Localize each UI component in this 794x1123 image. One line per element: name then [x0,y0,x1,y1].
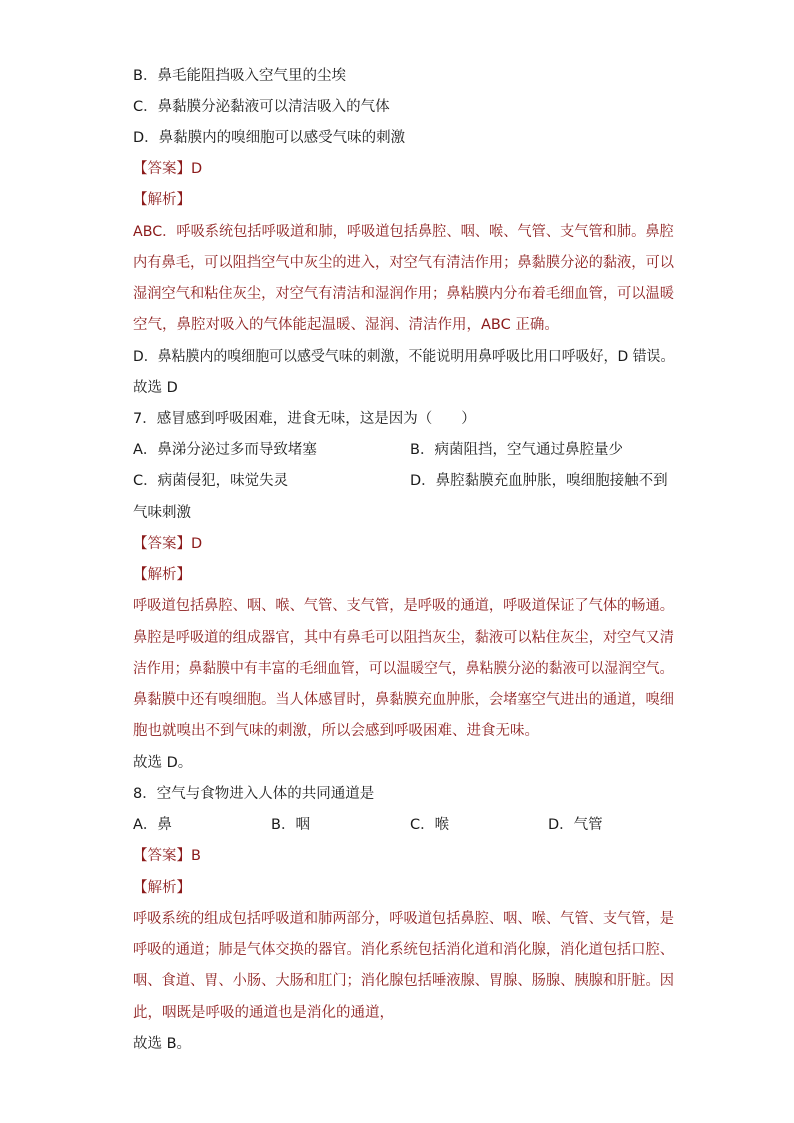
q7-answer: 【答案】D [133,536,203,552]
q7-analysis-line: 鼻腔是呼吸道的组成器官，其中有鼻毛可以阻挡灰尘，黏液可以粘住灰尘，对空气又清 [133,630,674,646]
q8-option-d: D．气管 [548,817,603,833]
q6-analysis-line: 湿润空气和粘住灰尘，对空气有清洁和湿润作用；鼻粘膜内分布着毛细血管，可以温暖 [133,286,674,302]
q6-analysis-line: D．鼻粘膜内的嗅细胞可以感受气味的刺激，不能说明用鼻呼吸比用口呼吸好，D 错误。 [133,349,675,365]
q7-analysis-line: 洁作用；鼻黏膜中有丰富的毛细血管，可以温暖空气，鼻粘膜分泌的黏液可以湿润空气。 [133,661,674,677]
q8-option-c: C．喉 [410,817,450,833]
q7-option-c: C．病菌侵犯，味觉失灵 [133,473,289,489]
q6-conclusion: 故选 D [133,380,178,396]
q7-option-b: B．病菌阻挡，空气通过鼻腔量少 [410,442,623,458]
q7-stem: 7．感冒感到呼吸困难，进食无味，这是因为（ ） [133,411,476,427]
q8-analysis-line: 呼吸的通道；肺是气体交换的器官。消化系统包括消化道和消化腺，消化道包括口腔、 [133,942,674,958]
q6-analysis-line: ABC．呼吸系统包括呼吸道和肺，呼吸道包括鼻腔、咽、喉、气管、支气管和肺。鼻腔 [133,224,674,240]
q6-analysis-line: 内有鼻毛，可以阻挡空气中灰尘的进入，对空气有清洁作用；鼻黏膜分泌的黏液，可以 [133,255,674,271]
q6-option-b: B．鼻毛能阻挡吸入空气里的尘埃 [133,68,346,84]
q8-analysis-line: 咽、食道、胃、小肠、大肠和肛门；消化腺包括唾液腺、胃腺、肠腺、胰腺和肝脏。因 [133,973,674,989]
q6-analysis-label: 【解析】 [133,192,191,208]
q8-answer: 【答案】B [133,848,201,864]
q7-option-d: D．鼻腔黏膜充血肿胀，嗅细胞接触不到 [410,473,668,489]
q8-analysis-label: 【解析】 [133,880,191,896]
q7-analysis-line: 呼吸道包括鼻腔、咽、喉、气管、支气管，是呼吸的通道，呼吸道保证了气体的畅通。 [133,598,674,614]
q6-answer: 【答案】D [133,161,203,177]
q8-analysis-line: 此，咽既是呼吸的通道也是消化的通道， [133,1005,394,1021]
q7-option-d-continued: 气味刺激 [133,505,191,521]
q6-analysis-line: 空气，鼻腔对吸入的气体能起温暖、湿润、清洁作用，ABC 正确。 [133,317,559,333]
q6-option-c: C．鼻黏膜分泌黏液可以清洁吸入的气体 [133,99,390,115]
q8-conclusion: 故选 B。 [133,1036,192,1052]
q7-analysis-line: 胞也就嗅出不到气味的刺激，所以会感到呼吸困难、进食无味。 [133,723,539,739]
q7-analysis-label: 【解析】 [133,567,191,583]
q8-analysis-line: 呼吸系统的组成包括呼吸道和肺两部分，呼吸道包括鼻腔、咽、喉、气管、支气管，是 [133,911,674,927]
q8-option-a: A．鼻 [133,817,172,833]
q7-conclusion: 故选 D。 [133,755,193,771]
q8-stem: 8．空气与食物进入人体的共同通道是 [133,786,375,802]
q7-option-a: A．鼻涕分泌过多而导致堵塞 [133,442,317,458]
q8-option-b: B．咽 [271,817,310,833]
q7-analysis-line: 鼻黏膜中还有嗅细胞。当人体感冒时，鼻黏膜充血肿胀，会堵塞空气进出的通道，嗅细 [133,692,674,708]
q6-option-d: D．鼻黏膜内的嗅细胞可以感受气味的刺激 [133,130,406,146]
